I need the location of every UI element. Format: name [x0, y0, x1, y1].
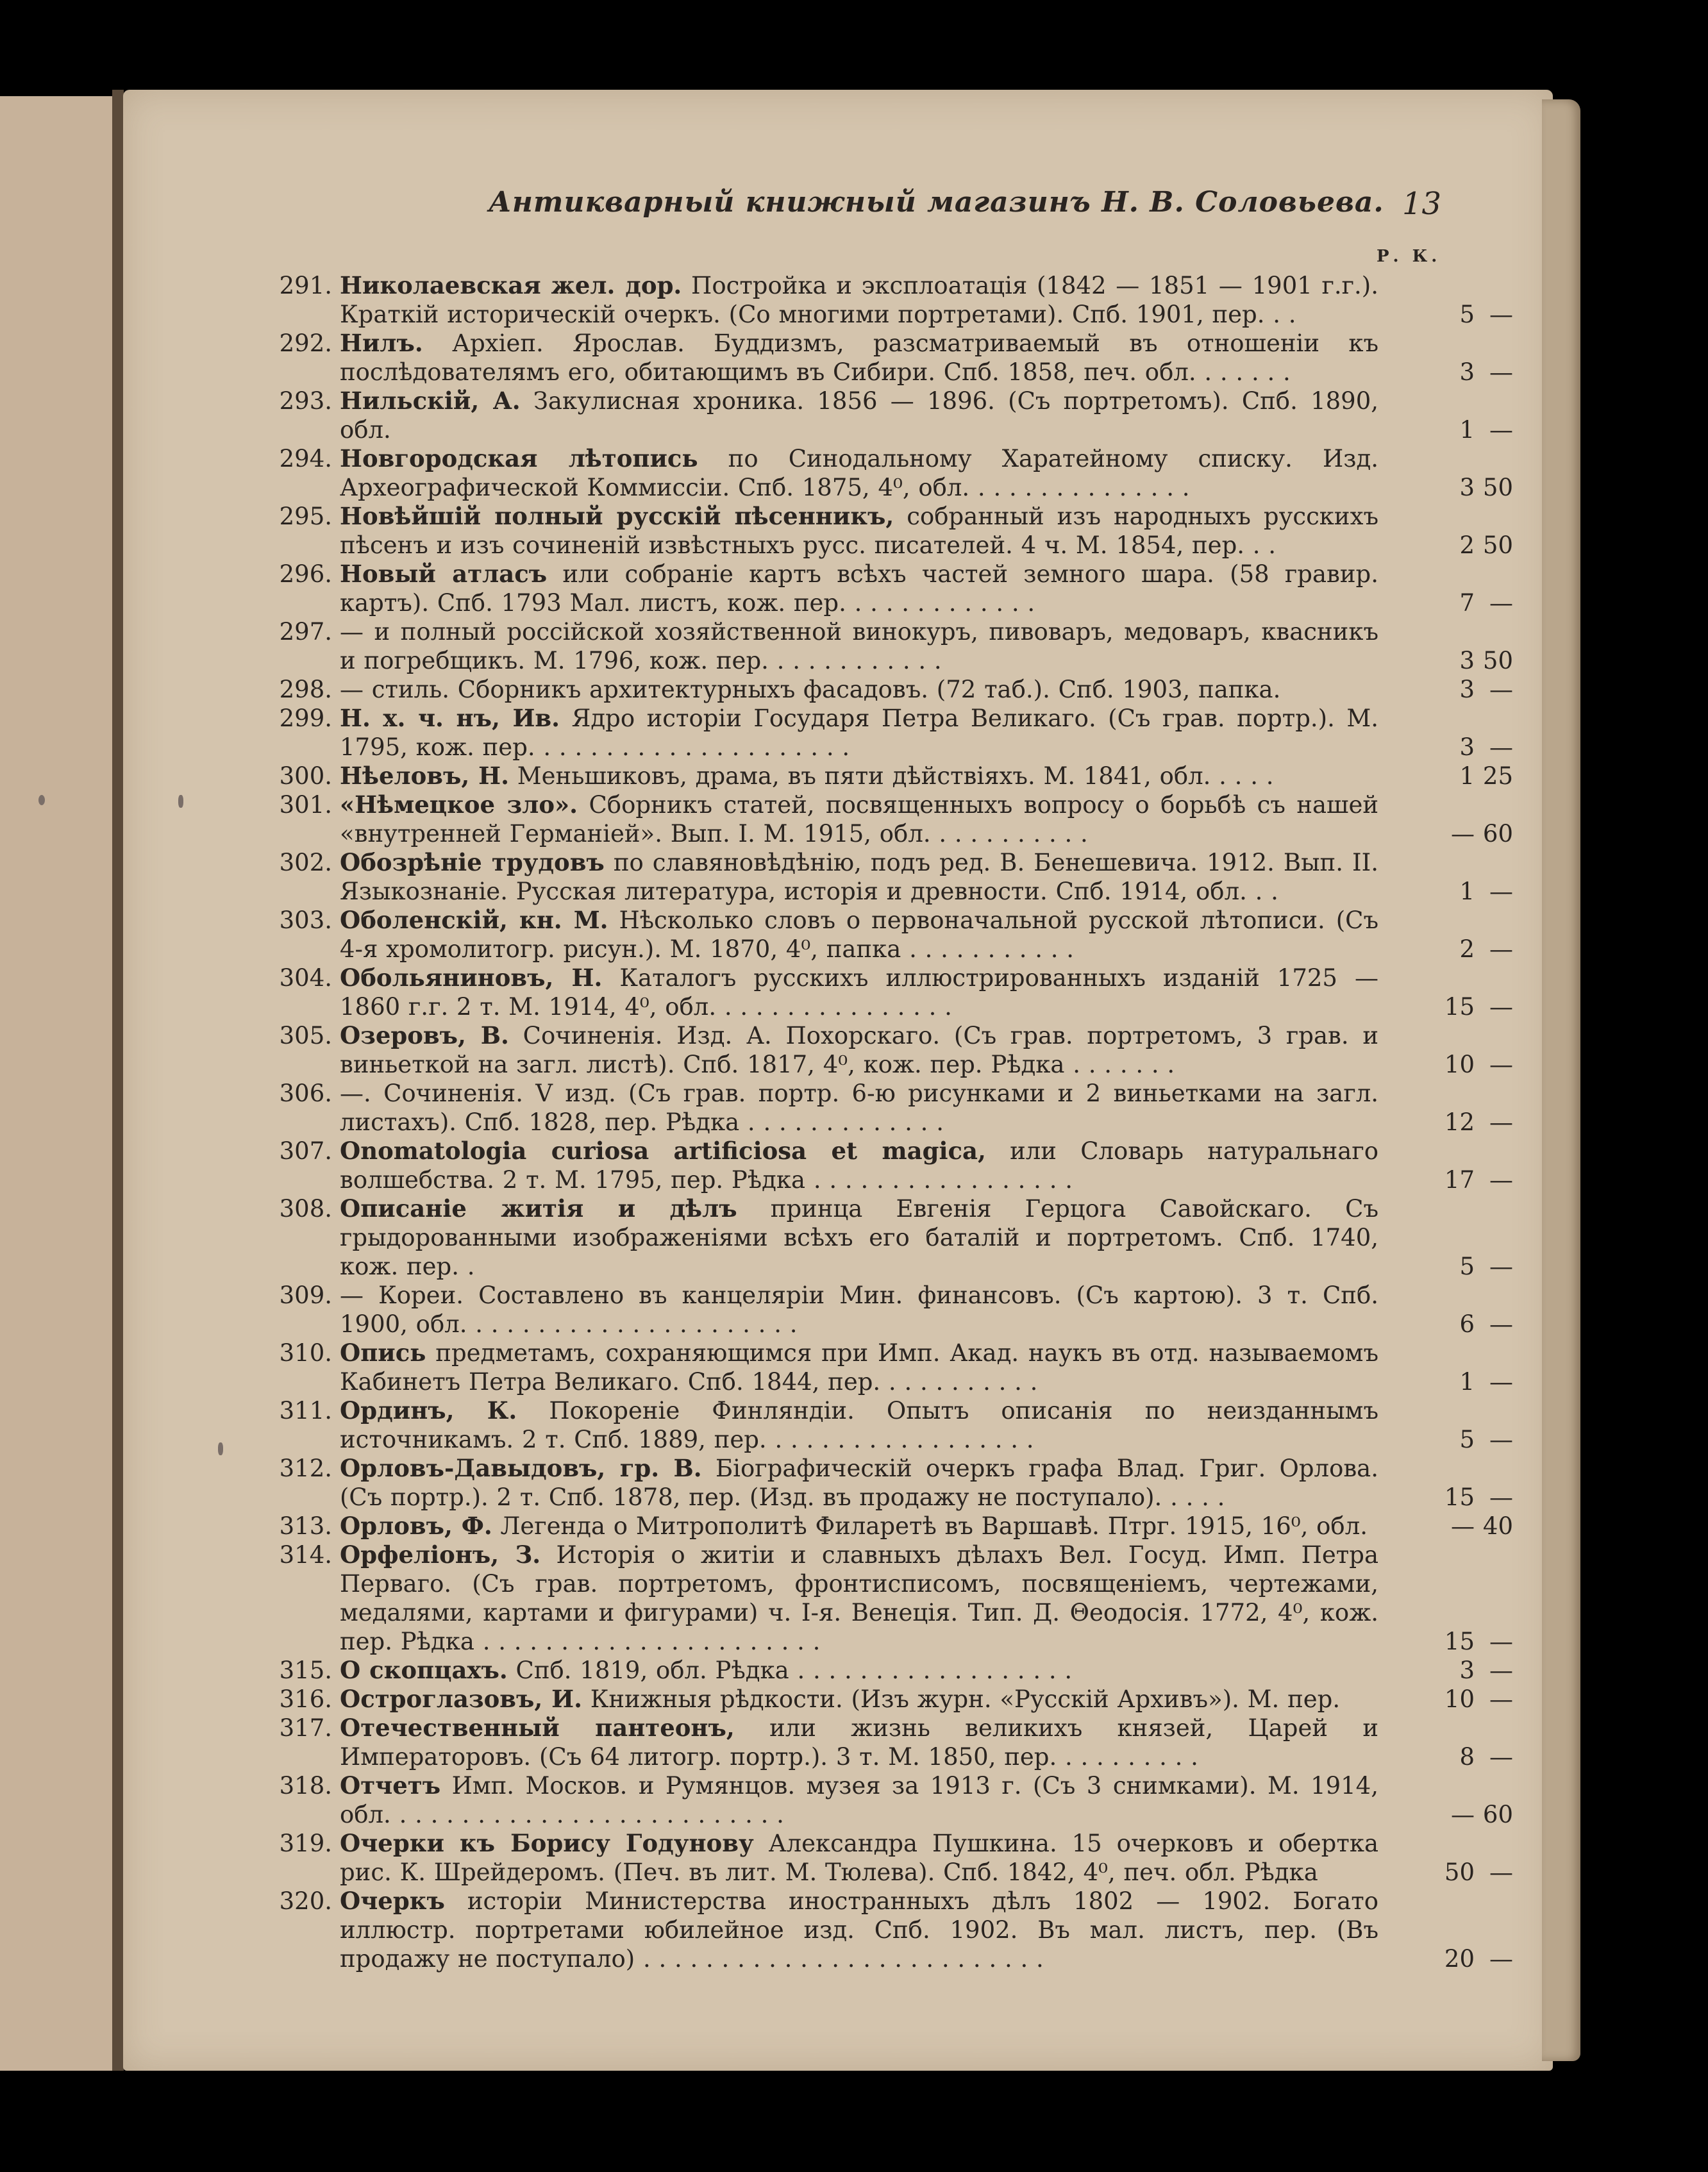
book-page: [123, 90, 1553, 2071]
catalog-entry: [276, 444, 1520, 502]
price-kopecks: —: [1489, 1166, 1513, 1194]
entry-heading: Отчетъ: [340, 1771, 441, 1800]
catalog-entries: [276, 271, 1520, 1973]
price-rubles: 12: [1444, 1108, 1475, 1136]
entry-number: 312.: [279, 1455, 332, 1482]
entry-number: 293.: [279, 387, 332, 415]
price-rubles: 5: [1459, 1253, 1475, 1280]
catalog-entry: [276, 560, 1520, 617]
entry-number: 310.: [279, 1339, 332, 1367]
entry-price: [1443, 473, 1520, 502]
entry-price: [1443, 358, 1520, 387]
entry-heading: Орловъ, Ф.: [340, 1512, 492, 1540]
entry-description: исторіи Министерства иностранныхъ дѣлъ 1802 — 1902. Богато иллюстр. портретами юбилейное изд. Спб. 1902. Въ мал. листъ, пер. (Въ продажу не поступало) . . . . . . . . . . . . . . . . . . . . . . . . . .: [340, 1887, 1378, 1973]
entry-text: [340, 1079, 1378, 1137]
entry-text: [340, 329, 1378, 387]
entry-heading: О скопцахъ.: [340, 1656, 508, 1684]
entry-text: [340, 704, 1378, 762]
entry-price: [1443, 1252, 1520, 1281]
price-kopecks: —: [1489, 878, 1513, 905]
entry-price: [1443, 1483, 1520, 1512]
price-rubles: 3: [1459, 676, 1475, 703]
price-kopecks: —: [1489, 1051, 1513, 1078]
entry-description: или жизнь великихъ князей, Царей и Императоровъ. (Съ 64 литогр. портр.). 3 т. М. 1850, пер. . . . . . . . . .: [340, 1714, 1378, 1771]
price-rubles: 3: [1459, 733, 1475, 761]
entry-description: Книжныя рѣдкости. (Изъ журн. «Русскій Архивъ»). М. пер.: [582, 1685, 1341, 1713]
price-rubles: 2: [1459, 531, 1475, 559]
entry-price: [1443, 1165, 1520, 1194]
entry-price: [1443, 877, 1520, 906]
price-rubles: —: [1451, 820, 1475, 848]
header-title: Антикварный книжный магазинъ Н. В. Соловьева.: [489, 186, 1384, 219]
entry-price: [1443, 819, 1520, 848]
entry-text: [340, 1714, 1378, 1771]
entry-text: [340, 617, 1378, 675]
running-header: [123, 186, 1553, 231]
price-kopecks: —: [1489, 676, 1513, 703]
entry-number: 316.: [279, 1685, 332, 1713]
entry-text: [340, 1771, 1378, 1829]
price-rubles: 3: [1459, 647, 1475, 674]
catalog-entry: [276, 329, 1520, 387]
entry-text: [340, 1887, 1378, 1973]
price-rubles: 15: [1444, 1483, 1475, 1511]
entry-description: Покореніе Финляндіи. Опытъ описанія по неизданнымъ источникамъ. 2 т. Спб. 1889, пер. . . . . . . . . . . . . . . . . .: [340, 1397, 1378, 1453]
entry-price: [1443, 733, 1520, 762]
entry-text: [340, 906, 1378, 964]
price-kopecks: —: [1489, 1253, 1513, 1280]
entry-number: 308.: [279, 1195, 332, 1223]
entry-description: —. Сочиненія. V изд. (Съ грав. портр. 6-ю рисунками и 2 виньетками на загл. листахъ). Спб. 1828, пер. Рѣдка . . . . . . . . . . . . .: [340, 1080, 1378, 1136]
price-kopecks: —: [1489, 993, 1513, 1021]
entry-text: [340, 790, 1378, 848]
entry-text: [340, 762, 1378, 790]
entry-description: Спб. 1819, обл. Рѣдка . . . . . . . . . . . . . . . . . .: [507, 1657, 1073, 1684]
catalog-entry: [276, 1771, 1520, 1829]
entry-price: [1443, 1050, 1520, 1079]
price-kopecks: —: [1489, 1310, 1513, 1338]
price-kopecks: —: [1489, 935, 1513, 963]
book-spine: [112, 90, 124, 2071]
catalog-entry: [276, 675, 1520, 704]
entry-heading: Николаевская жел. дор.: [340, 271, 682, 299]
entry-text: [340, 1656, 1378, 1685]
entry-text: [340, 502, 1378, 560]
price-rubles: 1: [1459, 1368, 1475, 1396]
page-edge: [1542, 99, 1580, 2061]
entry-description: Каталогъ русскихъ иллюстрированныхъ изданій 1725 — 1860 г.г. 2 т. М. 1914, 4⁰, обл. . . . . . . . . . . . . . . .: [340, 964, 1378, 1021]
price-rubles: 1: [1459, 762, 1475, 790]
price-rubles: 1: [1459, 416, 1475, 444]
entry-price: [1443, 762, 1520, 790]
entry-description: Архіеп. Ярослав. Буддизмъ, разсматриваемый въ отношеніи къ послѣдователямъ его, обитающимъ въ Сибири. Спб. 1858, печ. обл. . . . . . .: [340, 330, 1378, 386]
entry-description: по Синодальному Харатейному списку. Изд. Археографической Коммиссіи. Спб. 1875, 4⁰, обл. . . . . . . . . . . . . . .: [340, 445, 1378, 501]
entry-price: [1443, 935, 1520, 964]
catalog-entry: [276, 848, 1520, 906]
entry-text: [340, 1541, 1378, 1656]
entry-price: [1443, 589, 1520, 617]
price-kopecks: —: [1489, 1426, 1513, 1453]
entry-price: [1443, 646, 1520, 675]
price-kopecks: —: [1489, 1657, 1513, 1684]
catalog-entry: [276, 1541, 1520, 1656]
price-kopecks: —: [1489, 416, 1513, 444]
entry-heading: Новый атласъ: [340, 560, 548, 588]
entry-description: — и полный россійской хозяйственной винокуръ, пивоваръ, медоваръ, квасникъ и погребщикъ. М. 1796, кож. пер. . . . . . . . . . . .: [340, 618, 1378, 674]
entry-text: [340, 1685, 1378, 1714]
entry-heading: Ординъ, К.: [340, 1396, 517, 1424]
entry-price: [1443, 1800, 1520, 1829]
entry-text: [340, 271, 1378, 329]
catalog-entry: [276, 1714, 1520, 1771]
price-rubles: 3: [1459, 474, 1475, 501]
price-rubles: —: [1451, 1801, 1475, 1828]
entry-heading: Обольяниновъ, Н.: [340, 964, 603, 992]
price-rubles: 15: [1444, 1628, 1475, 1655]
price-kopecks: —: [1489, 1685, 1513, 1713]
catalog-entry: [276, 617, 1520, 675]
catalog-entry: [276, 1194, 1520, 1281]
entry-description: Имп. Москов. и Румянцов. музея за 1913 г. (Съ 3 снимками). М. 1914, обл. . . . . . . . . . . . . . . . . . . . . . . . . .: [340, 1772, 1378, 1828]
entry-text: [340, 1396, 1378, 1454]
entry-heading: «Нѣмецкое зло».: [340, 790, 578, 819]
margin-mark: [38, 795, 45, 805]
entry-description: собранный изъ народныхъ русскихъ пѣсенъ и изъ сочиненій извѣстныхъ русс. писателей. 4 ч. М. 1854, пер. . .: [340, 503, 1378, 559]
entry-number: 304.: [279, 964, 332, 992]
entry-description: Легенда о Митрополитѣ Филаретѣ въ Варшавѣ. Птрг. 1915, 16⁰, обл.: [492, 1512, 1368, 1540]
entry-heading: Описаніе житія и дѣлъ: [340, 1194, 737, 1223]
entry-price: [1443, 675, 1520, 704]
entry-description: предметамъ, сохраняющимся при Имп. Акад. наукъ въ отд. называемомъ Кабинетъ Петра Великаго. Спб. 1844, пер. . . . . . . . . . .: [340, 1339, 1378, 1396]
price-kopecks: —: [1489, 1859, 1513, 1886]
entry-price: [1443, 1627, 1520, 1656]
catalog-entry: [276, 704, 1520, 762]
catalog-entry: [276, 964, 1520, 1021]
entry-text: [340, 964, 1378, 1021]
price-rubles: 3: [1459, 1657, 1475, 1684]
entry-text: [340, 848, 1378, 906]
entry-text: [340, 444, 1378, 502]
catalog-entry: [276, 502, 1520, 560]
entry-number: 311.: [279, 1397, 332, 1424]
entry-heading: Очеркъ: [340, 1887, 445, 1915]
price-kopecks: —: [1489, 1108, 1513, 1136]
entry-text: [340, 1339, 1378, 1396]
price-kopecks: —: [1489, 1945, 1513, 1973]
entry-number: 296.: [279, 560, 332, 588]
entry-description: Закулисная хроника. 1856 — 1896. (Съ портретомъ). Спб. 1890, обл.: [340, 387, 1378, 444]
entry-description: Сочиненія. Изд. А. Похорскаго. (Съ грав. портретомъ, 3 грав. и виньеткой на загл. листѣ). Спб. 1817, 4⁰, кож. пер. Рѣдка . . . . . . .: [340, 1022, 1378, 1078]
entry-text: [340, 1021, 1378, 1079]
entry-description: принца Евгенія Герцога Савойскаго. Съ грыдорованными изображеніями всѣхъ его баталій и портретомъ. Спб. 1740, кож. пер. .: [340, 1195, 1378, 1280]
catalog-entry: [276, 1512, 1520, 1541]
price-rubles: 20: [1444, 1945, 1475, 1973]
entry-number: 306.: [279, 1080, 332, 1107]
entry-heading: Орловъ-Давыдовъ, гр. В.: [340, 1454, 702, 1482]
entry-heading: Опись: [340, 1339, 426, 1367]
entry-price: [1443, 992, 1520, 1021]
entry-description: Александра Пушкина. 15 очерковъ и обертка рис. К. Шрейдеромъ. (Печ. въ лит. М. Тюлева). Спб. 1842, 4⁰, печ. обл. Рѣдка: [340, 1830, 1378, 1886]
entry-number: 300.: [279, 762, 332, 790]
entry-price: [1443, 1367, 1520, 1396]
entry-text: [340, 675, 1378, 704]
entry-number: 297.: [279, 618, 332, 646]
entry-number: 305.: [279, 1022, 332, 1049]
entry-number: 302.: [279, 849, 332, 876]
entry-heading: Новгородская лѣтопись: [340, 444, 698, 472]
price-rubles: 6: [1459, 1310, 1475, 1338]
entry-number: 309.: [279, 1282, 332, 1309]
catalog-entry: [276, 1281, 1520, 1339]
entry-description: Сборникъ статей, посвященныхъ вопросу о борьбѣ съ нашей «внутренней Германіей». Вып. I. М. 1915, обл. . . . . . . . . . .: [340, 791, 1378, 848]
entry-price: [1443, 531, 1520, 560]
price-kopecks: 25: [1482, 762, 1513, 790]
entry-description: — Кореи. Составлено въ канцеляріи Мин. финансовъ. (Съ картою). 3 т. Спб. 1900, обл. . . . . . . . . . . . . . . . . . . . . .: [340, 1282, 1378, 1338]
entry-text: [340, 1281, 1378, 1339]
entry-number: 307.: [279, 1137, 332, 1165]
entry-price: [1443, 1108, 1520, 1137]
entry-text: [340, 1829, 1378, 1887]
entry-description: — стиль. Сборникъ архитектурныхъ фасадовъ. (72 таб.). Спб. 1903, папка.: [340, 676, 1281, 703]
entry-heading: Нилъ.: [340, 329, 423, 357]
entry-description: по славяновѣдѣнію, подъ ред. В. Бенешевича. 1912. Вып. II. Языкознаніе. Русская литература, исторія и древности. Спб. 1914, обл. . .: [340, 849, 1378, 905]
catalog-entry: [276, 271, 1520, 329]
price-rubles: 7: [1459, 589, 1475, 617]
price-kopecks: —: [1489, 1483, 1513, 1511]
page-number: 13: [1402, 186, 1442, 222]
entry-price: [1443, 1425, 1520, 1454]
entry-price: [1443, 1742, 1520, 1771]
catalog-entry: [276, 1656, 1520, 1685]
entry-number: 292.: [279, 330, 332, 357]
entry-heading: Новѣйшій полный русскій пѣсенникъ,: [340, 502, 894, 530]
price-rubles: 8: [1459, 1743, 1475, 1771]
price-kopecks: —: [1489, 1628, 1513, 1655]
left-page-edge: [0, 96, 116, 2071]
entry-number: 313.: [279, 1512, 332, 1540]
entry-number: 318.: [279, 1772, 332, 1800]
price-rubles: 1: [1459, 878, 1475, 905]
price-kopecks: —: [1489, 358, 1513, 386]
entry-number: 301.: [279, 791, 332, 819]
price-kopecks: 40: [1482, 1512, 1513, 1540]
entry-price: [1443, 1944, 1520, 1973]
entry-heading: Обозрѣніе трудовъ: [340, 848, 605, 876]
catalog-entry: [276, 1021, 1520, 1079]
entry-description: или собраніе картъ всѣхъ частей земного шара. (58 гравир. картъ). Спб. 1793 Мал. листъ, кож. пер. . . . . . . . . . . . .: [340, 560, 1378, 617]
entry-text: [340, 1137, 1378, 1194]
entry-number: 314.: [279, 1541, 332, 1569]
price-kopecks: 60: [1482, 1801, 1513, 1828]
entry-price: [1443, 415, 1520, 444]
entry-price: [1443, 1858, 1520, 1887]
price-kopecks: —: [1489, 733, 1513, 761]
entry-number: 294.: [279, 445, 332, 472]
entry-heading: Орфеліонъ, З.: [340, 1541, 541, 1569]
entry-heading: Оболенскій, кн. М.: [340, 906, 608, 934]
price-kopecks: —: [1489, 1743, 1513, 1771]
entry-description: Ядро исторіи Государя Петра Великаго. (Съ грав. портр.). М. 1795, кож. пер. . . . . . . . . . . . . . . . . . . . .: [340, 705, 1378, 761]
catalog-entry: [276, 1079, 1520, 1137]
entry-number: 299.: [279, 705, 332, 732]
entry-text: [340, 1194, 1378, 1281]
entry-number: 291.: [279, 272, 332, 299]
price-rubles: 17: [1444, 1166, 1475, 1194]
entry-number: 320.: [279, 1887, 332, 1915]
price-kopecks: —: [1489, 589, 1513, 617]
price-rubles: 5: [1459, 301, 1475, 328]
entry-text: [340, 1454, 1378, 1512]
catalog-entry: [276, 1396, 1520, 1454]
catalog-entry: [276, 1137, 1520, 1194]
price-kopecks: —: [1489, 301, 1513, 328]
entry-price: [1443, 1512, 1520, 1541]
entry-heading: Остроглазовъ, И.: [340, 1685, 582, 1713]
entry-heading: Onomatologia curiosa artificiosa et magica,: [340, 1137, 986, 1165]
entry-number: 315.: [279, 1657, 332, 1684]
price-rubles: 2: [1459, 935, 1475, 963]
entry-number: 303.: [279, 906, 332, 934]
price-kopecks: 50: [1482, 474, 1513, 501]
entry-price: [1443, 1310, 1520, 1339]
entry-price: [1443, 1656, 1520, 1685]
catalog-entry: [276, 1829, 1520, 1887]
margin-mark: [178, 795, 183, 808]
entry-text: [340, 387, 1378, 444]
catalog-entry: [276, 1454, 1520, 1512]
entry-heading: Озеровъ, В.: [340, 1021, 509, 1049]
entry-number: 317.: [279, 1714, 332, 1742]
price-rubles: 15: [1444, 993, 1475, 1021]
catalog-entry: [276, 790, 1520, 848]
price-rubles: 10: [1444, 1051, 1475, 1078]
entry-number: 319.: [279, 1830, 332, 1857]
price-kopecks: 50: [1482, 531, 1513, 559]
price-rubles: —: [1451, 1512, 1475, 1540]
entry-price: [1443, 1685, 1520, 1714]
price-kopecks: 60: [1482, 820, 1513, 848]
entry-heading: Н. х. ч. нъ, Ив.: [340, 704, 560, 732]
catalog-entry: [276, 1887, 1520, 1973]
entry-number: 295.: [279, 503, 332, 530]
margin-mark: [218, 1442, 223, 1455]
catalog-entry: [276, 1339, 1520, 1396]
entry-description: Меньшиковъ, драма, въ пяти дѣйствіяхъ. М. 1841, обл. . . . .: [508, 762, 1274, 790]
entry-description: или Словарь натуральнаго волшебства. 2 т. М. 1795, пер. Рѣдка . . . . . . . . . . . . . . . . .: [340, 1137, 1378, 1194]
entry-heading: Нильскій, А.: [340, 387, 521, 415]
price-column-header: Р. К.: [1377, 247, 1441, 266]
entry-heading: Нѣеловъ, Н.: [340, 762, 509, 790]
price-rubles: 3: [1459, 358, 1475, 386]
entry-description: Исторія о житіи и славныхъ дѣлахъ Вел. Госуд. Имп. Петра Перваго. (Съ грав. портретомъ, фронтисписомъ, посвященіемъ, чертежами, медалями, картами и фигурами) ч. I-я. Венеція. Тип. Д. Θеодосія. 1772, 4⁰, кож. пер. Рѣдка . . . . . . . . . . . . . . . . . . . . . .: [340, 1541, 1379, 1655]
entry-text: [340, 560, 1378, 617]
entry-heading: Отечественный пантеонъ,: [340, 1714, 735, 1742]
catalog-entry: [276, 1685, 1520, 1714]
entry-description: Нѣсколько словъ о первоначальной русской лѣтописи. (Съ 4-я хромолитогр. рисун.). М. 1870, 4⁰, папка . . . . . . . . . . .: [340, 906, 1378, 963]
catalog-entry: [276, 906, 1520, 964]
entry-description: Постройка и эксплоатація (1842 — 1851 — 1901 г.г.). Краткій историческій очеркъ. (Со многими портретами). Спб. 1901, пер. . .: [340, 272, 1378, 328]
entry-text: [340, 1512, 1378, 1541]
catalog-entry: [276, 387, 1520, 444]
catalog-entry: [276, 762, 1520, 790]
entry-number: 298.: [279, 676, 332, 703]
price-rubles: 5: [1459, 1426, 1475, 1453]
price-rubles: 10: [1444, 1685, 1475, 1713]
price-kopecks: 50: [1482, 647, 1513, 674]
entry-price: [1443, 300, 1520, 329]
price-rubles: 50: [1444, 1859, 1475, 1886]
entry-heading: Очерки къ Борису Годунову: [340, 1829, 754, 1857]
price-kopecks: —: [1489, 1368, 1513, 1396]
entry-description: Біографическій очеркъ графа Влад. Григ. Орлова. (Съ портр.). 2 т. Спб. 1878, пер. (Изд. въ продажу не поступало). . . . .: [340, 1455, 1378, 1511]
